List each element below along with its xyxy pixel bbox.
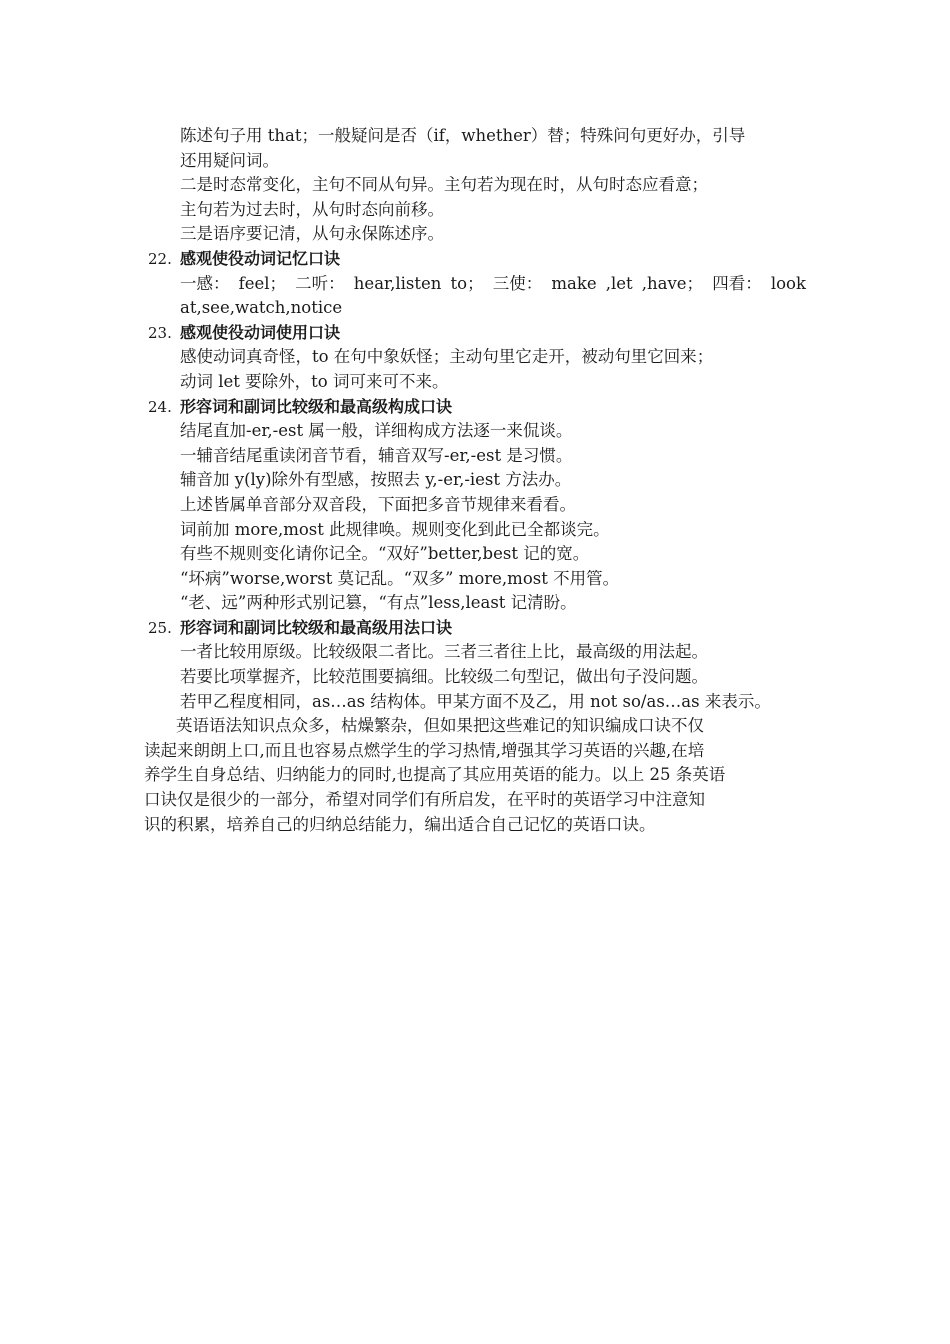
text-line: 英语语法知识点众多，枯燥繁杂，但如果把这些难记的知识编成口诀不仅 <box>176 716 704 736</box>
section-number: 23. <box>148 323 172 342</box>
text-token: ,have； <box>641 273 704 293</box>
text-line: at,see,watch,notice <box>180 298 343 318</box>
section-number: 25. <box>148 618 172 637</box>
text-line: 若甲乙程度相同，as…as 结构体。甲某方面不及乙，用 not so/as…as 来表示。 <box>180 691 771 711</box>
text-line: 词前加 more,most 此规律唤。规则变化到此已全都谈完。 <box>180 519 610 539</box>
text-token: ,let <box>605 273 633 293</box>
text-line: 还用疑问词。 <box>180 150 279 170</box>
text-line: 结尾直加-er,-est 属一般，详细构成方法逐一来侃谈。 <box>180 421 573 441</box>
text-line: 主句若为过去时，从句时态向前移。 <box>180 199 444 219</box>
text-line: 动词 let 要除外，to 词可来可不来。 <box>180 371 449 391</box>
text-line: 读起来朗朗上口,而且也容易点燃学生的学习热情,增强其学习英语的兴趣,在培 <box>144 740 705 760</box>
text-line: 三是语序要记清，从句永保陈述序。 <box>180 224 444 244</box>
text-token: hear,listen <box>353 273 442 293</box>
text-token: make <box>551 273 597 293</box>
text-token: look <box>770 273 806 293</box>
text-token: 二听： <box>295 273 345 293</box>
text-line: 识的积累，培养自己的归纳总结能力，编出适合自己记忆的英语口诀。 <box>144 814 656 834</box>
text-line: 上述皆属单音部分双音段，下面把多音节规律来看看。 <box>180 494 576 514</box>
section-number: 22. <box>148 249 172 268</box>
text-line: 感使动词真奇怪，to 在句中象妖怪；主动句里它走开，被动句里它回来； <box>180 347 714 367</box>
text-line: “坏病”worse,worst 莫记乱。“双多” more,most 不用管。 <box>180 568 620 588</box>
section-title: 感观使役动词使用口诀 <box>180 322 341 342</box>
text-line: 二是时态常变化，主句不同从句异。主句若为现在时，从句时态应看意； <box>180 175 708 195</box>
text-line: 陈述句子用 that；一般疑问是否（if，whether）替；特殊问句更好办，引导 <box>180 126 746 145</box>
section-title: 感观使役动词记忆口诀 <box>180 248 341 268</box>
text-line: 有些不规则变化请你记全。“双好”better,best 记的宽。 <box>180 544 590 564</box>
section-heading-24 <box>144 395 824 420</box>
text-token: 一感： <box>180 273 230 293</box>
section-number: 24. <box>148 397 172 416</box>
document-body <box>144 124 824 837</box>
text-line: 养学生自身总结、归纳能力的同时,也提高了其应用英语的能力。以上 25 条英语 <box>144 765 726 785</box>
text-line: 一辅音结尾重读闭音节看，辅音双写-er,-est 是习惯。 <box>180 445 573 465</box>
text-line: 一者比较用原级。比较级限二者比。三者三者往上比，最高级的用法起。 <box>180 642 708 662</box>
section-heading-25 <box>144 616 824 641</box>
text-line: 辅音加 y(ly)除外有型感，按照去 y,-er,-iest 方法办。 <box>180 470 572 490</box>
text-line: “老、远”两种形式别记篡，“有点”less,least 记清盼。 <box>180 593 577 613</box>
text-token: to； <box>450 273 484 293</box>
section-heading-23 <box>144 321 824 346</box>
section-heading-22 <box>144 247 824 272</box>
text-token: 三使： <box>492 273 543 293</box>
section-title: 形容词和副词比较级和最高级用法口诀 <box>180 617 453 637</box>
text-line: 口诀仅是很少的一部分，希望对同学们有所启发，在平时的英语学习中注意知 <box>144 790 705 810</box>
text-token: feel； <box>238 273 287 293</box>
justified-text-line <box>144 272 806 297</box>
closing-paragraph <box>144 714 824 837</box>
text-token: 四看： <box>712 273 762 293</box>
text-line: 若要比项掌握齐，比较范围要搞细。比较级二句型记，做出句子没问题。 <box>180 667 708 687</box>
section-title: 形容词和副词比较级和最高级构成口诀 <box>180 396 453 416</box>
